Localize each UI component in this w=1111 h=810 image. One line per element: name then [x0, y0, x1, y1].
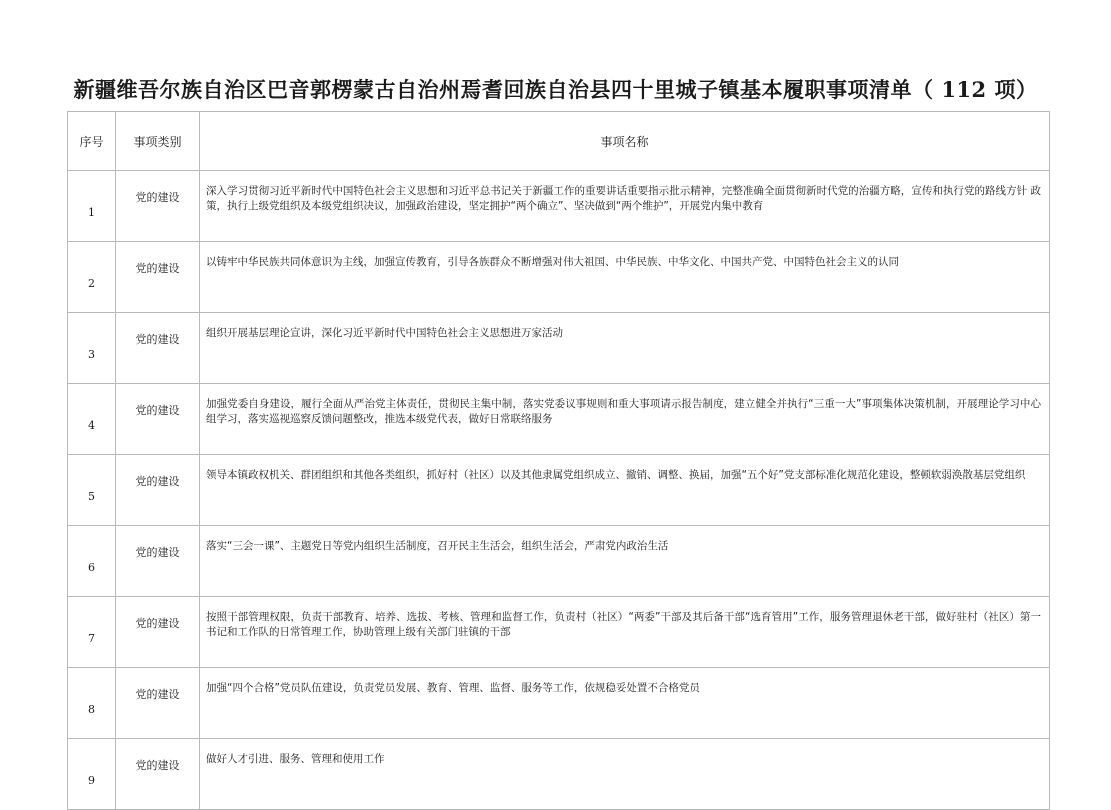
row-item-name: 按照干部管理权限，负责干部教育、培养、选拔、考核、管理和监督工作，负责村（社区）“两委”干部及其后备干部“选育管用”工作，服务管理退休老干部，做好驻村（社区）第一 书记和工作队的日常管理工作，协助管理上级有关部门驻镇的干部 — [200, 597, 1050, 668]
table-row — [68, 739, 1050, 810]
row-category: 党的建设 — [116, 313, 200, 384]
row-category: 党的建设 — [116, 526, 200, 597]
row-serial-number: 5 — [68, 455, 116, 526]
row-category: 党的建设 — [116, 597, 200, 668]
header-serial-number: 序号 — [68, 112, 116, 171]
table-row — [68, 455, 1050, 526]
header-item-name: 事项名称 — [200, 112, 1050, 171]
table-row — [68, 526, 1050, 597]
row-item-name: 加强“四个合格”党员队伍建设，负责党员发展、教育、管理、监督、服务等工作，依规稳妥处置不合格党员 — [200, 668, 1050, 739]
row-category: 党的建设 — [116, 455, 200, 526]
row-item-name: 以铸牢中华民族共同体意识为主线，加强宣传教育，引导各族群众不断增强对伟大祖国、中华民族、中华文化、中国共产党、中国特色社会主义的认同 — [200, 242, 1050, 313]
table-row — [68, 242, 1050, 313]
row-item-name: 做好人才引进、服务、管理和使用工作 — [200, 739, 1050, 810]
table-header-row — [68, 112, 1050, 171]
row-category: 党的建设 — [116, 242, 200, 313]
row-item-name: 落实“三会一课”、主题党日等党内组织生活制度，召开民主生活会，组织生活会，严肃党内政治生活 — [200, 526, 1050, 597]
table-row — [68, 668, 1050, 739]
row-serial-number: 8 — [68, 668, 116, 739]
row-serial-number: 9 — [68, 739, 116, 810]
document-title: 新疆维吾尔族自治区巴音郭楞蒙古自治州焉耆回族自治县四十里城子镇基本履职事项清单（ 112 项） — [73, 77, 1038, 102]
row-item-name: 加强党委自身建设，履行全面从严治党主体责任，贯彻民主集中制，落实党委议事规则和重大事项请示报告制度，建立健全并执行“三重一大”事项集体决策机制，开展理论学习中心 组学习，落实巡视巡察反馈问题整改，推选本级党代表，做好日常联络服务 — [200, 384, 1050, 455]
row-item-name: 深入学习贯彻习近平新时代中国特色社会主义思想和习近平总书记关于新疆工作的重要讲话重要指示批示精神，完整准确全面贯彻新时代党的治疆方略，宣传和执行党的路线方针 政策，执行上级党组织及本级党组织决议，加强政治建设，坚定拥护“两个确立”、坚决做到“两个维护”，开展党内集中教育 — [200, 171, 1050, 242]
row-category: 党的建设 — [116, 668, 200, 739]
table-row — [68, 597, 1050, 668]
table-row — [68, 171, 1050, 242]
row-item-name: 领导本镇政权机关、群团组织和其他各类组织，抓好村（社区）以及其他隶属党组织成立、撤销、调整、换届，加强“五个好”党支部标准化规范化建设，整顿软弱涣散基层党组织 — [200, 455, 1050, 526]
row-category: 党的建设 — [116, 171, 200, 242]
row-serial-number: 6 — [68, 526, 116, 597]
row-serial-number: 2 — [68, 242, 116, 313]
table-row — [68, 313, 1050, 384]
row-serial-number: 4 — [68, 384, 116, 455]
header-item-category: 事项类别 — [116, 112, 200, 171]
row-category: 党的建设 — [116, 384, 200, 455]
row-category: 党的建设 — [116, 739, 200, 810]
row-serial-number: 1 — [68, 171, 116, 242]
duty-list-table — [67, 111, 1050, 810]
row-item-name: 组织开展基层理论宣讲，深化习近平新时代中国特色社会主义思想进万家活动 — [200, 313, 1050, 384]
table-row — [68, 384, 1050, 455]
row-serial-number: 3 — [68, 313, 116, 384]
row-serial-number: 7 — [68, 597, 116, 668]
